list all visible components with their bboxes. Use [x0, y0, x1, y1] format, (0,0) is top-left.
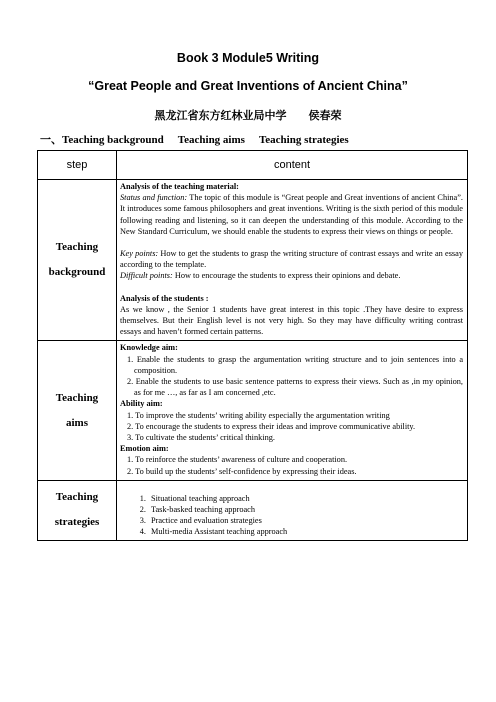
section-item-aims: Teaching aims [177, 134, 245, 146]
section-item-background: Teaching background [62, 134, 164, 146]
strategy-item: 2. Task-basked teaching approach [148, 504, 463, 515]
author-line: 黑龙江省东方红林业局中学 侯春荣 [154, 110, 342, 122]
background-label-line1: Teaching [55, 241, 99, 254]
background-row [38, 180, 468, 341]
document-title: Book 3 Module5 Writing [176, 51, 320, 65]
emotion-heading: Emotion aim: [120, 444, 169, 454]
status-paragraph [120, 192, 463, 237]
strategies-label-line1: Teaching [55, 491, 99, 504]
knowledge-heading: Knowledge aim: [120, 343, 178, 353]
aims-label-line2: aims [66, 416, 88, 429]
step-header: step [38, 151, 117, 180]
section-item-strategies: Teaching strategies [258, 134, 349, 146]
section-prefix: 一、 [40, 134, 62, 146]
strategy-item: 3. Practice and evaluation strategies [148, 515, 463, 526]
background-label [38, 180, 117, 341]
strategies-list [120, 493, 463, 538]
ability-item: 1. To improve the students’ writing ability especially the argumentation writing [127, 410, 390, 420]
emotion-item: 1. To reinforce the students’ awareness of culture and cooperation. [127, 455, 348, 465]
document-subtitle: “Great People and Great Inventions of Ancient China” [88, 79, 408, 93]
status-text: The topic of this module is “Great people and Great inventions of ancient China”. It introduces some famous philosophers and great inventions. Writing is the sixth period of this module following reading and listening, so it can deepen the understanding of this module. According to the New Standard Curriculum, we should enable the students to express their views on things or people. [120, 193, 463, 236]
strategies-row [38, 480, 468, 540]
knowledge-item: 1. Enable the students to grasp the argumentation writing structure and to join sentences into a composition. [127, 354, 463, 375]
material-heading: Analysis of the teaching material: [120, 182, 239, 191]
aims-label [38, 341, 117, 480]
strategy-item: 1. Situational teaching approach [148, 493, 463, 504]
key-points-paragraph [120, 248, 463, 270]
difficult-points-paragraph [120, 270, 463, 281]
background-content [117, 180, 468, 341]
key-points-label: Key points: [120, 249, 159, 259]
ability-item: 3. To cultivate the students’ critical thinking. [127, 433, 275, 443]
strategies-content [117, 480, 468, 540]
content-header: content [117, 151, 468, 180]
ability-heading: Ability aim: [120, 399, 163, 409]
difficult-points-label: Difficult points: [120, 271, 173, 281]
knowledge-item: 2. Enable the students to use basic sentence patterns to express their views. Such as ,in my opinion, as for me …, as far as I am concerned ,etc. [127, 377, 463, 398]
strategies-label [38, 480, 117, 540]
lesson-table [37, 150, 468, 541]
background-label-line2: background [48, 266, 106, 279]
key-points-text: How to get the students to grasp the writing structure of contrast essays and write an essay according to the template. [120, 249, 463, 270]
strategy-item: 4. Multi-media Assistant teaching approach [148, 526, 463, 537]
strategies-label-line2: strategies [54, 516, 100, 529]
aims-label-line1: Teaching [55, 391, 99, 404]
emotion-item: 2. To build up the students’ self-confidence by expressing their ideas. [127, 466, 357, 476]
aims-content [117, 341, 468, 480]
students-text: As we know , the Senior 1 students have great interest in this topic .They have desire to express themselves. But their English level is not very high. So they may have difficulty writing contrast essays and haven’t formed certain patterns. [120, 304, 463, 337]
header-row [38, 151, 468, 180]
difficult-points-text: How to encourage the students to express their opinions and debate. [172, 271, 401, 281]
status-label: Status and function: [120, 193, 188, 203]
aims-row [38, 341, 468, 480]
ability-item: 2. To encourage the students to express their ideas and improve communicative ability. [127, 421, 416, 431]
section-heading [40, 131, 363, 147]
students-heading: Analysis of the students : [120, 293, 209, 303]
